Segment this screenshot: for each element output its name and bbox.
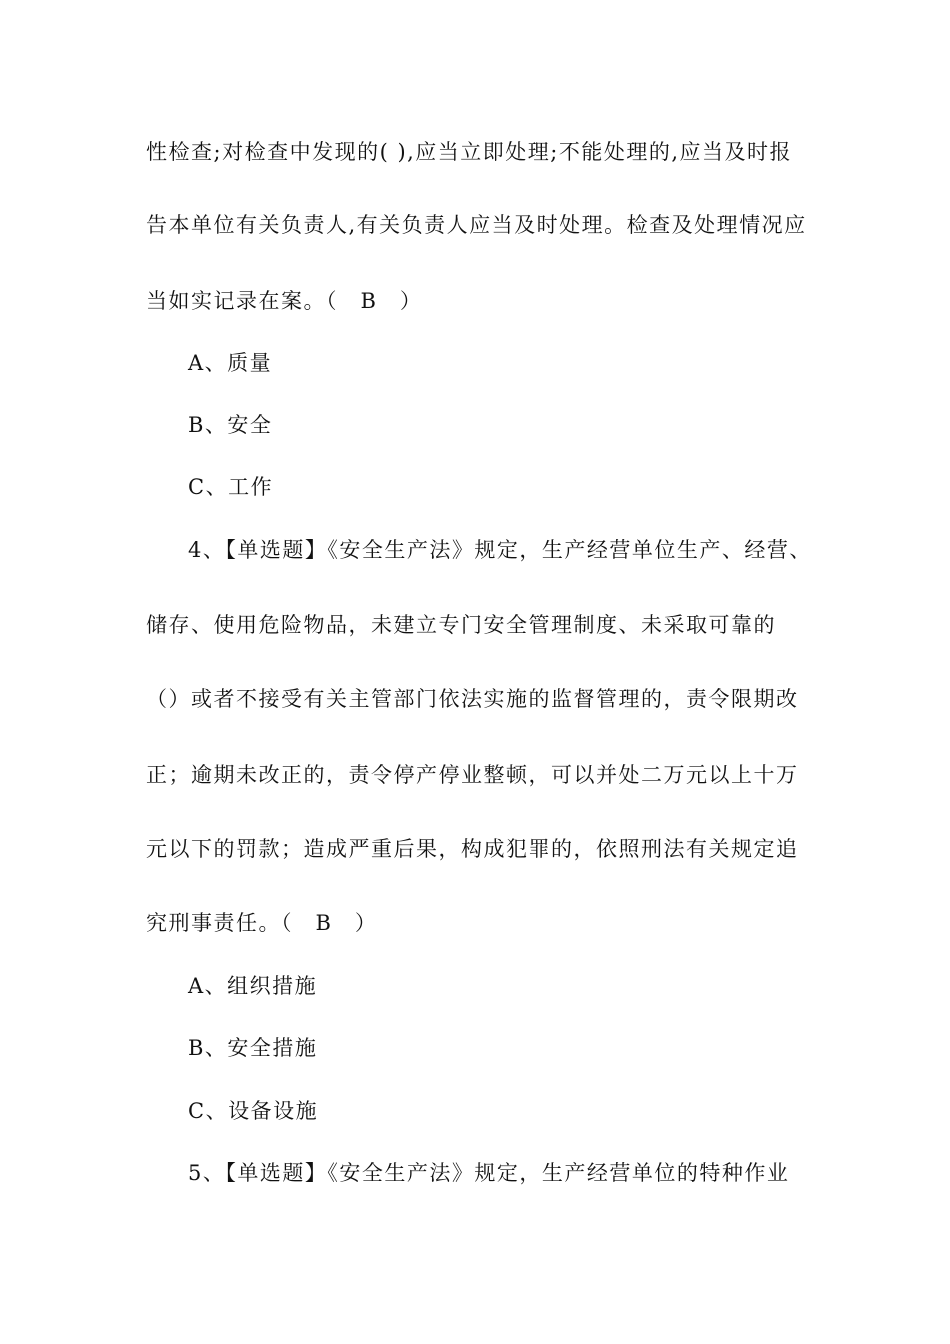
q4-text-line-4: 正；逾期未改正的，责令停产停业整顿，可以并处二万元以上十万 [146, 763, 799, 787]
q4-text-line-6: 究刑事责任。（ B ） [146, 911, 378, 935]
q4-option-b: B、安全措施 [188, 1036, 318, 1060]
q4-option-c: C、设备设施 [188, 1099, 319, 1123]
q4-text-line-2: 储存、使用危险物品，未建立专门安全管理制度、未采取可靠的 [146, 613, 776, 637]
q3-text-line-3: 当如实记录在案。（ B ） [146, 289, 423, 313]
q3-option-c: C、工作 [188, 475, 274, 499]
q4-option-a: A、组织措施 [188, 974, 318, 998]
q4-text-line-3: （）或者不接受有关主管部门依法实施的监督管理的，责令限期改 [146, 687, 799, 711]
q3-option-a: A、质量 [188, 351, 273, 375]
q3-text-line-1: 性检查;对检查中发现的( ),应当立即处理;不能处理的,应当及时报 [146, 140, 793, 164]
q5-text-line-1: 5、【单选题】《安全生产法》规定，生产经营单位的特种作业 [188, 1161, 790, 1185]
q3-option-b: B、安全 [188, 413, 273, 437]
q3-text-line-2: 告本单位有关负责人,有关负责人应当及时处理。检查及处理情况应 [146, 213, 807, 237]
q4-text-line-5: 元以下的罚款；造成严重后果，构成犯罪的，依照刑法有关规定追 [146, 837, 799, 861]
q4-text-line-1: 4、【单选题】《安全生产法》规定，生产经营单位生产、经营、 [188, 538, 812, 562]
